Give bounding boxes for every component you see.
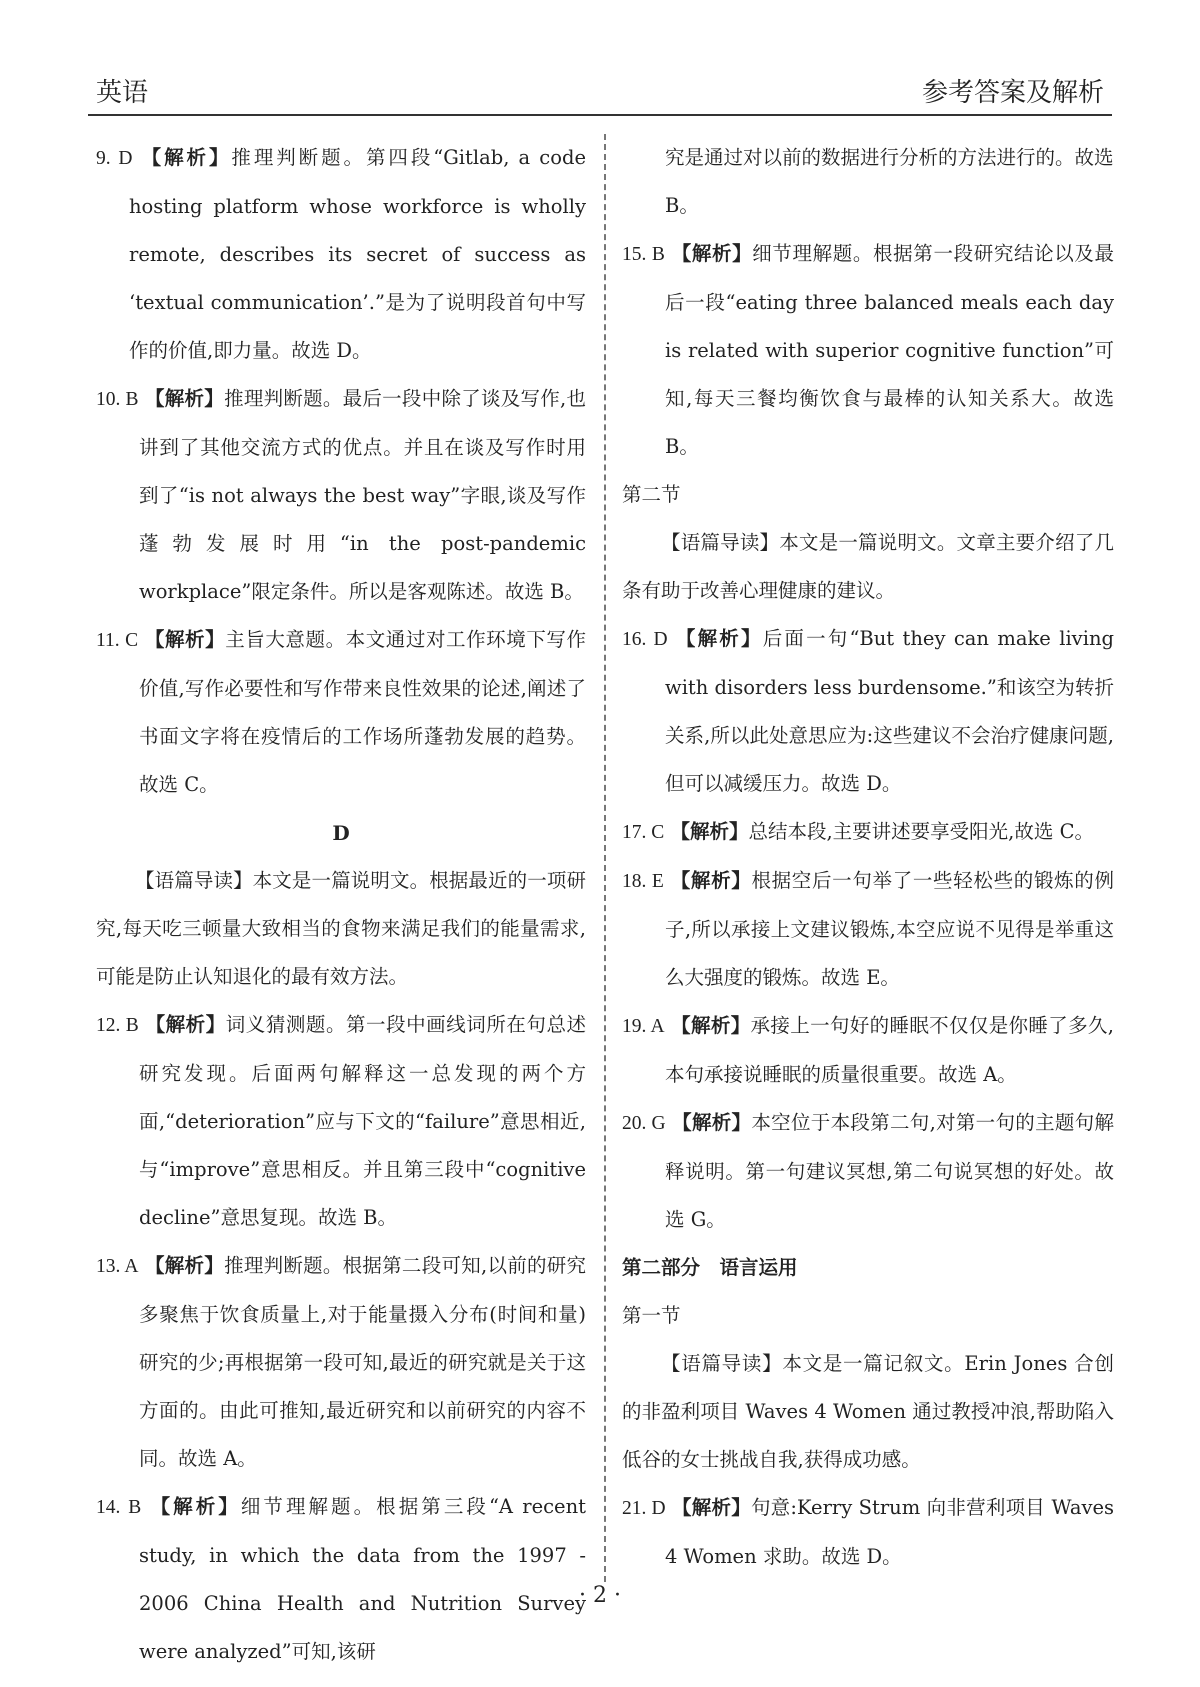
answer-20: 20. G 【解析】本空位于本段第二句,对第一句的主题句解释说明。第一句建议冥想,第二句说冥想的好处。故选 G。 bbox=[622, 1111, 1114, 1231]
answer-13: 13. A 【解析】推理判断题。根据第二段可知,以前的研究多聚焦于饮食质量上,对于能量摄入分布(时间和量)研究的少;再根据第一段可知,最近的研究就是关于这方面的。由此可推知,最近研究和以前研究的内容不同。故选 A。 bbox=[96, 1254, 586, 1470]
section-d-heading: D bbox=[332, 821, 350, 845]
passage-intro-d: 【语篇导读】本文是一篇说明文。根据最近的一项研究,每天吃三顿量大致相当的食物来满足我们的能量需求,可能是防止认知退化的最有效方法。 bbox=[96, 869, 586, 988]
answer-14-continued: 究是通过对以前的数据进行分析的方法进行的。故选 B。 bbox=[665, 146, 1114, 217]
answer-10: 10. B 【解析】推理判断题。最后一段中除了谈及写作,也讲到了其他交流方式的优点。并且在谈及写作时用到了“is not always the best way”字眼,谈及写作蓬勃发展时用“in the post-pandemic workplace”限定条件。所以是客观陈述。故选 B。 bbox=[96, 387, 586, 603]
part-2-heading: 第二部分 语言运用 bbox=[622, 1256, 798, 1279]
passage-intro-section-2: 【语篇导读】本文是一篇说明文。文章主要介绍了几条有助于改善心理健康的建议。 bbox=[622, 531, 1114, 602]
right-column bbox=[622, 134, 1114, 1581]
answer-17: 17. C 【解析】总结本段,主要讲述要享受阳光,故选 C。 bbox=[622, 820, 1095, 843]
answer-15: 15. B 【解析】细节理解题。根据第一段研究结论以及最后一段“eating three balanced meals each day is related with superior cognitive function”可知,每天三餐均衡饮食与最棒的认知关系大。故选 B。 bbox=[622, 242, 1114, 458]
answer-19: 19. A 【解析】承接上一句好的睡眠不仅仅是你睡了多久,本句承接说睡眠的质量很重要。故选 A。 bbox=[622, 1014, 1114, 1086]
column-divider bbox=[604, 134, 606, 1582]
page-header-title: 参考答案及解析 bbox=[921, 78, 1104, 108]
page-number: · 2 · bbox=[579, 1583, 621, 1608]
section-1-heading: 第一节 bbox=[622, 1304, 681, 1327]
answer-11: 11. C 【解析】主旨大意题。本文通过对工作环境下写作价值,写作必要性和写作带来良性效果的论述,阐述了书面文字将在疫情后的工作场所蓬勃发展的趋势。故选 C。 bbox=[96, 628, 586, 796]
answer-18: 18. E 【解析】根据空后一句举了一些轻松些的锻炼的例子,所以承接上文建议锻炼,本空应说不见得是举重这么大强度的锻炼。故选 E。 bbox=[622, 869, 1114, 989]
passage-intro-section-1: 【语篇导读】本文是一篇记叙文。Erin Jones 合创的非盈利项目 Waves 4 Women 通过教授冲浪,帮助陷入低谷的女士挑战自我,获得成功感。 bbox=[622, 1352, 1114, 1471]
answer-16: 16. D 【解析】后面一句“But they can make living with disorders less burdensome.”和该空为转折关系,所以此处意思应为:这些建议不会治疗健康问题,但可以减缓压力。故选 D。 bbox=[622, 627, 1114, 795]
subject-label: 英语 bbox=[96, 78, 149, 108]
answer-12: 12. B 【解析】词义猜测题。第一段中画线词所在句总述研究发现。后面两句解释这一总发现的两个方面,“deterioration”应与下文的“failure”意思相近,与“improve”意思相反。并且第三段中“cognitive decline”意思复现。故选 B。 bbox=[96, 1013, 586, 1229]
answer-14: 14. B 【解析】细节理解题。根据第三段“A recent study, in which the data from the 1997 - 2006 China Health and Nutrition Survey were analyzed”可知,该研 bbox=[96, 1495, 586, 1663]
left-column bbox=[96, 134, 586, 1676]
answer-21: 21. D 【解析】句意:Kerry Strum 向非营利项目 Waves 4 Women 求助。故选 D。 bbox=[622, 1496, 1115, 1568]
answer-9: 9. D 【解析】推理判断题。第四段“Gitlab, a code hosting platform whose workforce is wholly remote, describes its secret of success as ‘textual communication’.”是为了说明段首句中写作的价值,即力量。故选 D。 bbox=[96, 146, 586, 362]
header-rule bbox=[88, 114, 1112, 116]
section-2-heading: 第二节 bbox=[622, 483, 681, 506]
